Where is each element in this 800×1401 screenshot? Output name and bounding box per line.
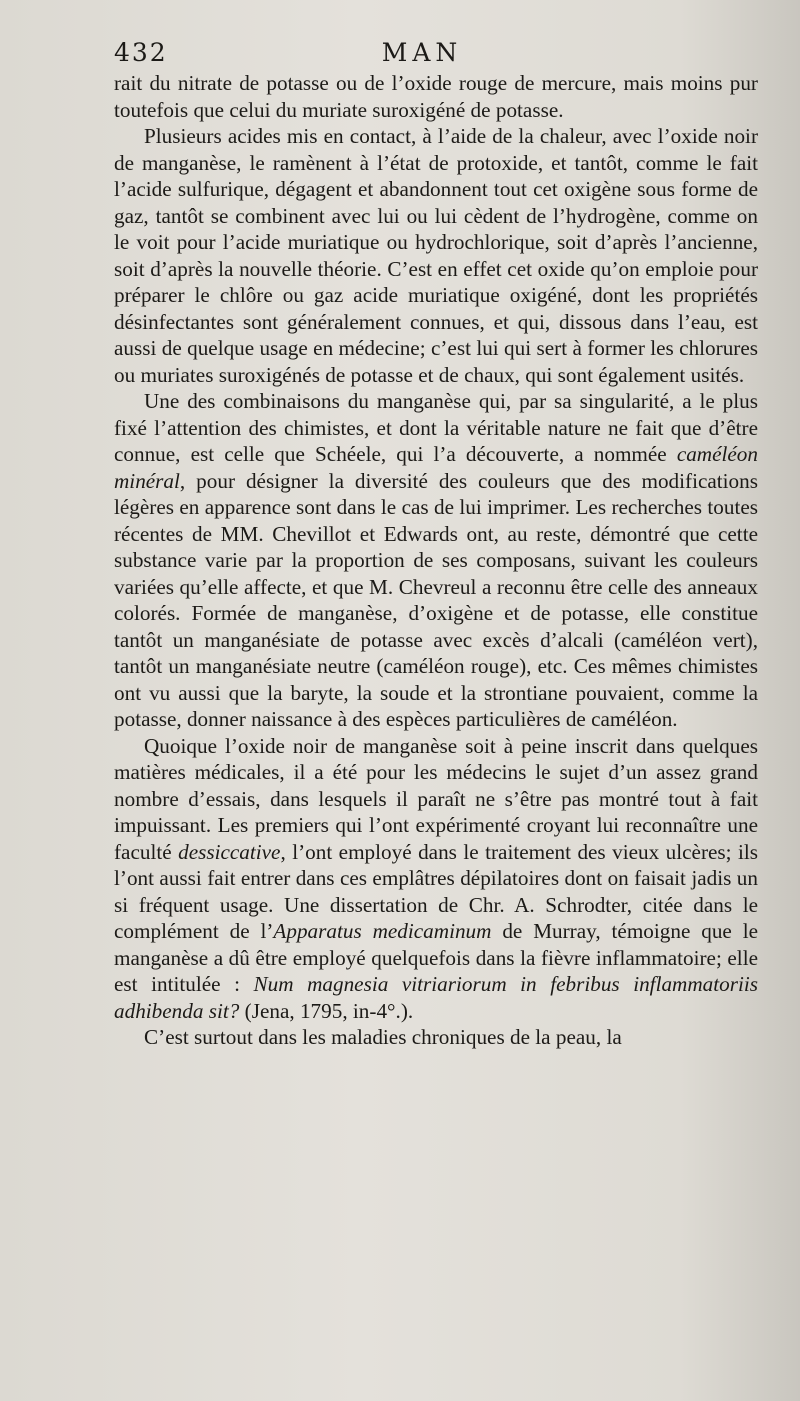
- text-segment: Plusieurs acides mis en contact, à l’aide de la chaleur, avec l’oxide noir de manganèse, le ramènent à l’état de protoxide, et tantôt, comme le fait l’acide sulfurique, dégagent et abandonnent tout cet oxigène sous forme de gaz, tantôt se combinent avec lui ou lui cèdent de l’hydrogène, comme on le voit pour l’acide muriatique ou hydrochlorique, soit d’après l’ancienne, soit d’après la nouvelle théorie. C’est en effet cet oxide qu’on emploie pour préparer le chlôre ou gaz acide muriatique oxigéné, dont les propriétés désinfectantes sont généralement connues, et qui, dissous dans l’eau, est aussi de quelque usage en médecine; c’est lui qui sert à former les chlorures ou muriates suroxigénés de potasse et de chaux, qui sont également usités.: [114, 124, 758, 387]
- body-text: [114, 70, 758, 1051]
- paragraph: [114, 1024, 758, 1051]
- page-number: 432: [114, 38, 168, 67]
- text-segment: , pour désigner la diversité des couleurs que des modifications légères en apparence sont dans le cas de lui imprimer. Les recherches toutes récentes de MM. Chevillot et Edwards ont, au reste, démontré que cette substance varie par la proportion de ses composans, suivant les couleurs variées qu’elle affecte, et que M. Chevreul a reconnu être celle des anneaux colorés. Formée de manganèse, d’oxigène et de potasse, elle constitue tantôt un manganésiate de potasse avec excès d’alcali (caméléon vert), tantôt un manganésiate neutre (caméléon rouge), etc. Ces mêmes chimistes ont vu aussi que la baryte, la soude et la strontiane pouvaient, comme la potasse, donner naissance à des espèces particulières de caméléon.: [114, 468, 758, 731]
- text-segment: (Jena, 1795, in-4°.).: [239, 998, 414, 1023]
- paragraph: [114, 123, 758, 388]
- page-header: [114, 38, 760, 72]
- italic-title: Num magnesia vitriariorum in febribus inflammatoriis adhibenda sit?: [114, 972, 758, 1023]
- paragraph: [114, 733, 758, 1025]
- paragraph: [114, 70, 758, 123]
- text-segment: rait du nitrate de potasse ou de l’oxide rouge de mercure, mais moins pur toutefois que celui du muriate suroxigéné de potasse.: [114, 71, 758, 122]
- text-segment: , l’ont employé dans le traitement des vieux ulcères; ils l’ont aussi fait entrer dans ces emplâtres dépilatoires dont on faisait jadis un si fréquent usage. Une dissertation de Chr. A. Schrodter, citée dans le complément de l’: [114, 839, 759, 943]
- italic-term: caméléon minéral: [114, 442, 758, 493]
- text-segment: C’est surtout dans les maladies chroniques de la peau, la: [144, 1025, 622, 1049]
- paragraph: [114, 388, 758, 733]
- text-segment: Quoique l’oxide noir de manganèse soit à peine inscrit dans quelques matières médicales, il a été pour les médecins le sujet d’un assez grand nombre d’essais, dans lesquels il paraît ne s’être pas montré tout à fait impuissant. Les premiers qui l’ont expérimenté croyant lui reconnaître une faculté: [114, 733, 758, 864]
- running-title: MAN: [381, 38, 463, 67]
- text-segment: de Murray, témoigne que le manganèse a dû être employé quelquefois dans la fièvre inflammatoire; elle est intitulée :: [114, 919, 759, 996]
- italic-title: Apparatus medicaminum: [273, 919, 492, 943]
- italic-term: dessiccative: [178, 839, 281, 864]
- text-segment: Une des combinaisons du manganèse qui, par sa singularité, a le plus fixé l’attention des chimistes, et dont la véritable nature ne fait que d’être connue, est celle que Schéele, qui l’a découverte, a nommée: [114, 389, 758, 466]
